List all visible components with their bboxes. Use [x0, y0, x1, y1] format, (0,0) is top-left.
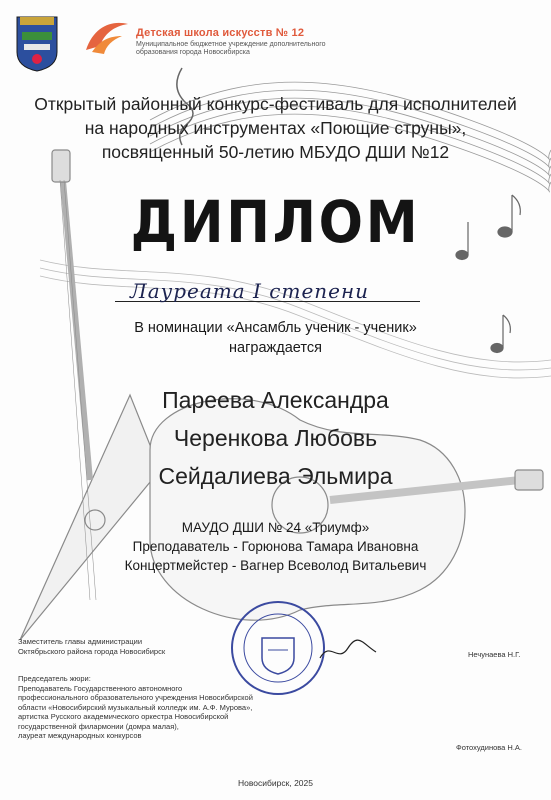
recipient-name: Пареева Александра [162, 387, 389, 413]
nomination-block [0, 318, 551, 358]
accompanist-line: Концертмейстер - Вагнер Всеволод Витальевич [124, 558, 427, 573]
school-subtitle: Муниципальное бюджетное учреждение дополнительного образования города Новосибирска [136, 41, 326, 56]
deputy-title-line: Октябрьского района города Новосибирск [18, 646, 166, 656]
contest-title-line: на народных инструментах «Поющие струны», [84, 118, 467, 138]
contest-title [0, 92, 551, 164]
signature-scribble [318, 636, 378, 666]
institution-info [0, 518, 551, 575]
awarded-line: награждается [229, 340, 322, 356]
school-name: Детская школа искусств № 12 [136, 27, 305, 39]
recipient-name: Сейдалиева Эльмира [158, 463, 393, 489]
jury-line: артистка Русского академического оркестра Новосибирской [18, 712, 229, 721]
jury-line: лауреат международных конкурсов [18, 731, 142, 740]
contest-title-line: Открытый районный конкурс-фестиваль для исполнителей [34, 94, 517, 114]
contest-title-line: посвященный 50-летию МБУДО ДШИ №12 [101, 142, 450, 162]
city-year: Новосибирск, 2025 [238, 778, 313, 788]
jury-line: Преподаватель Государственного автономного [18, 683, 183, 693]
jury-chair-info [18, 674, 288, 741]
laureate-degree: Лауреата I степени [130, 279, 370, 303]
deputy-title-line: Заместитель главы администрации [18, 637, 143, 646]
deputy-head-title [18, 637, 238, 656]
jury-line: государственной филармонии (домра малая), [18, 721, 179, 731]
jury-line: Председатель жюри: [18, 674, 91, 683]
jury-signature-name: Фотохудинова Н.А. [456, 743, 523, 752]
institution-line: МАУДО ДШИ № 24 «Триумф» [181, 520, 370, 535]
nomination-line: В номинации «Ансамбль ученик - ученик» [134, 320, 417, 336]
diploma-title: ДИПЛОМ [130, 188, 421, 256]
recipient-name: Черенкова Любовь [173, 425, 378, 451]
deputy-signature-name: Нечунаева Н.Г. [468, 650, 521, 659]
jury-line: области «Новосибирский музыкальный колледж им. А.Ф. Мурова», [18, 702, 253, 712]
city-coat-of-arms [14, 14, 60, 72]
teacher-line: Преподаватель - Горюнова Тамара Ивановна [132, 539, 419, 554]
jury-line: профессионального образовательного учреждения Новосибирской [18, 693, 253, 702]
school-logo-icon [82, 16, 132, 56]
